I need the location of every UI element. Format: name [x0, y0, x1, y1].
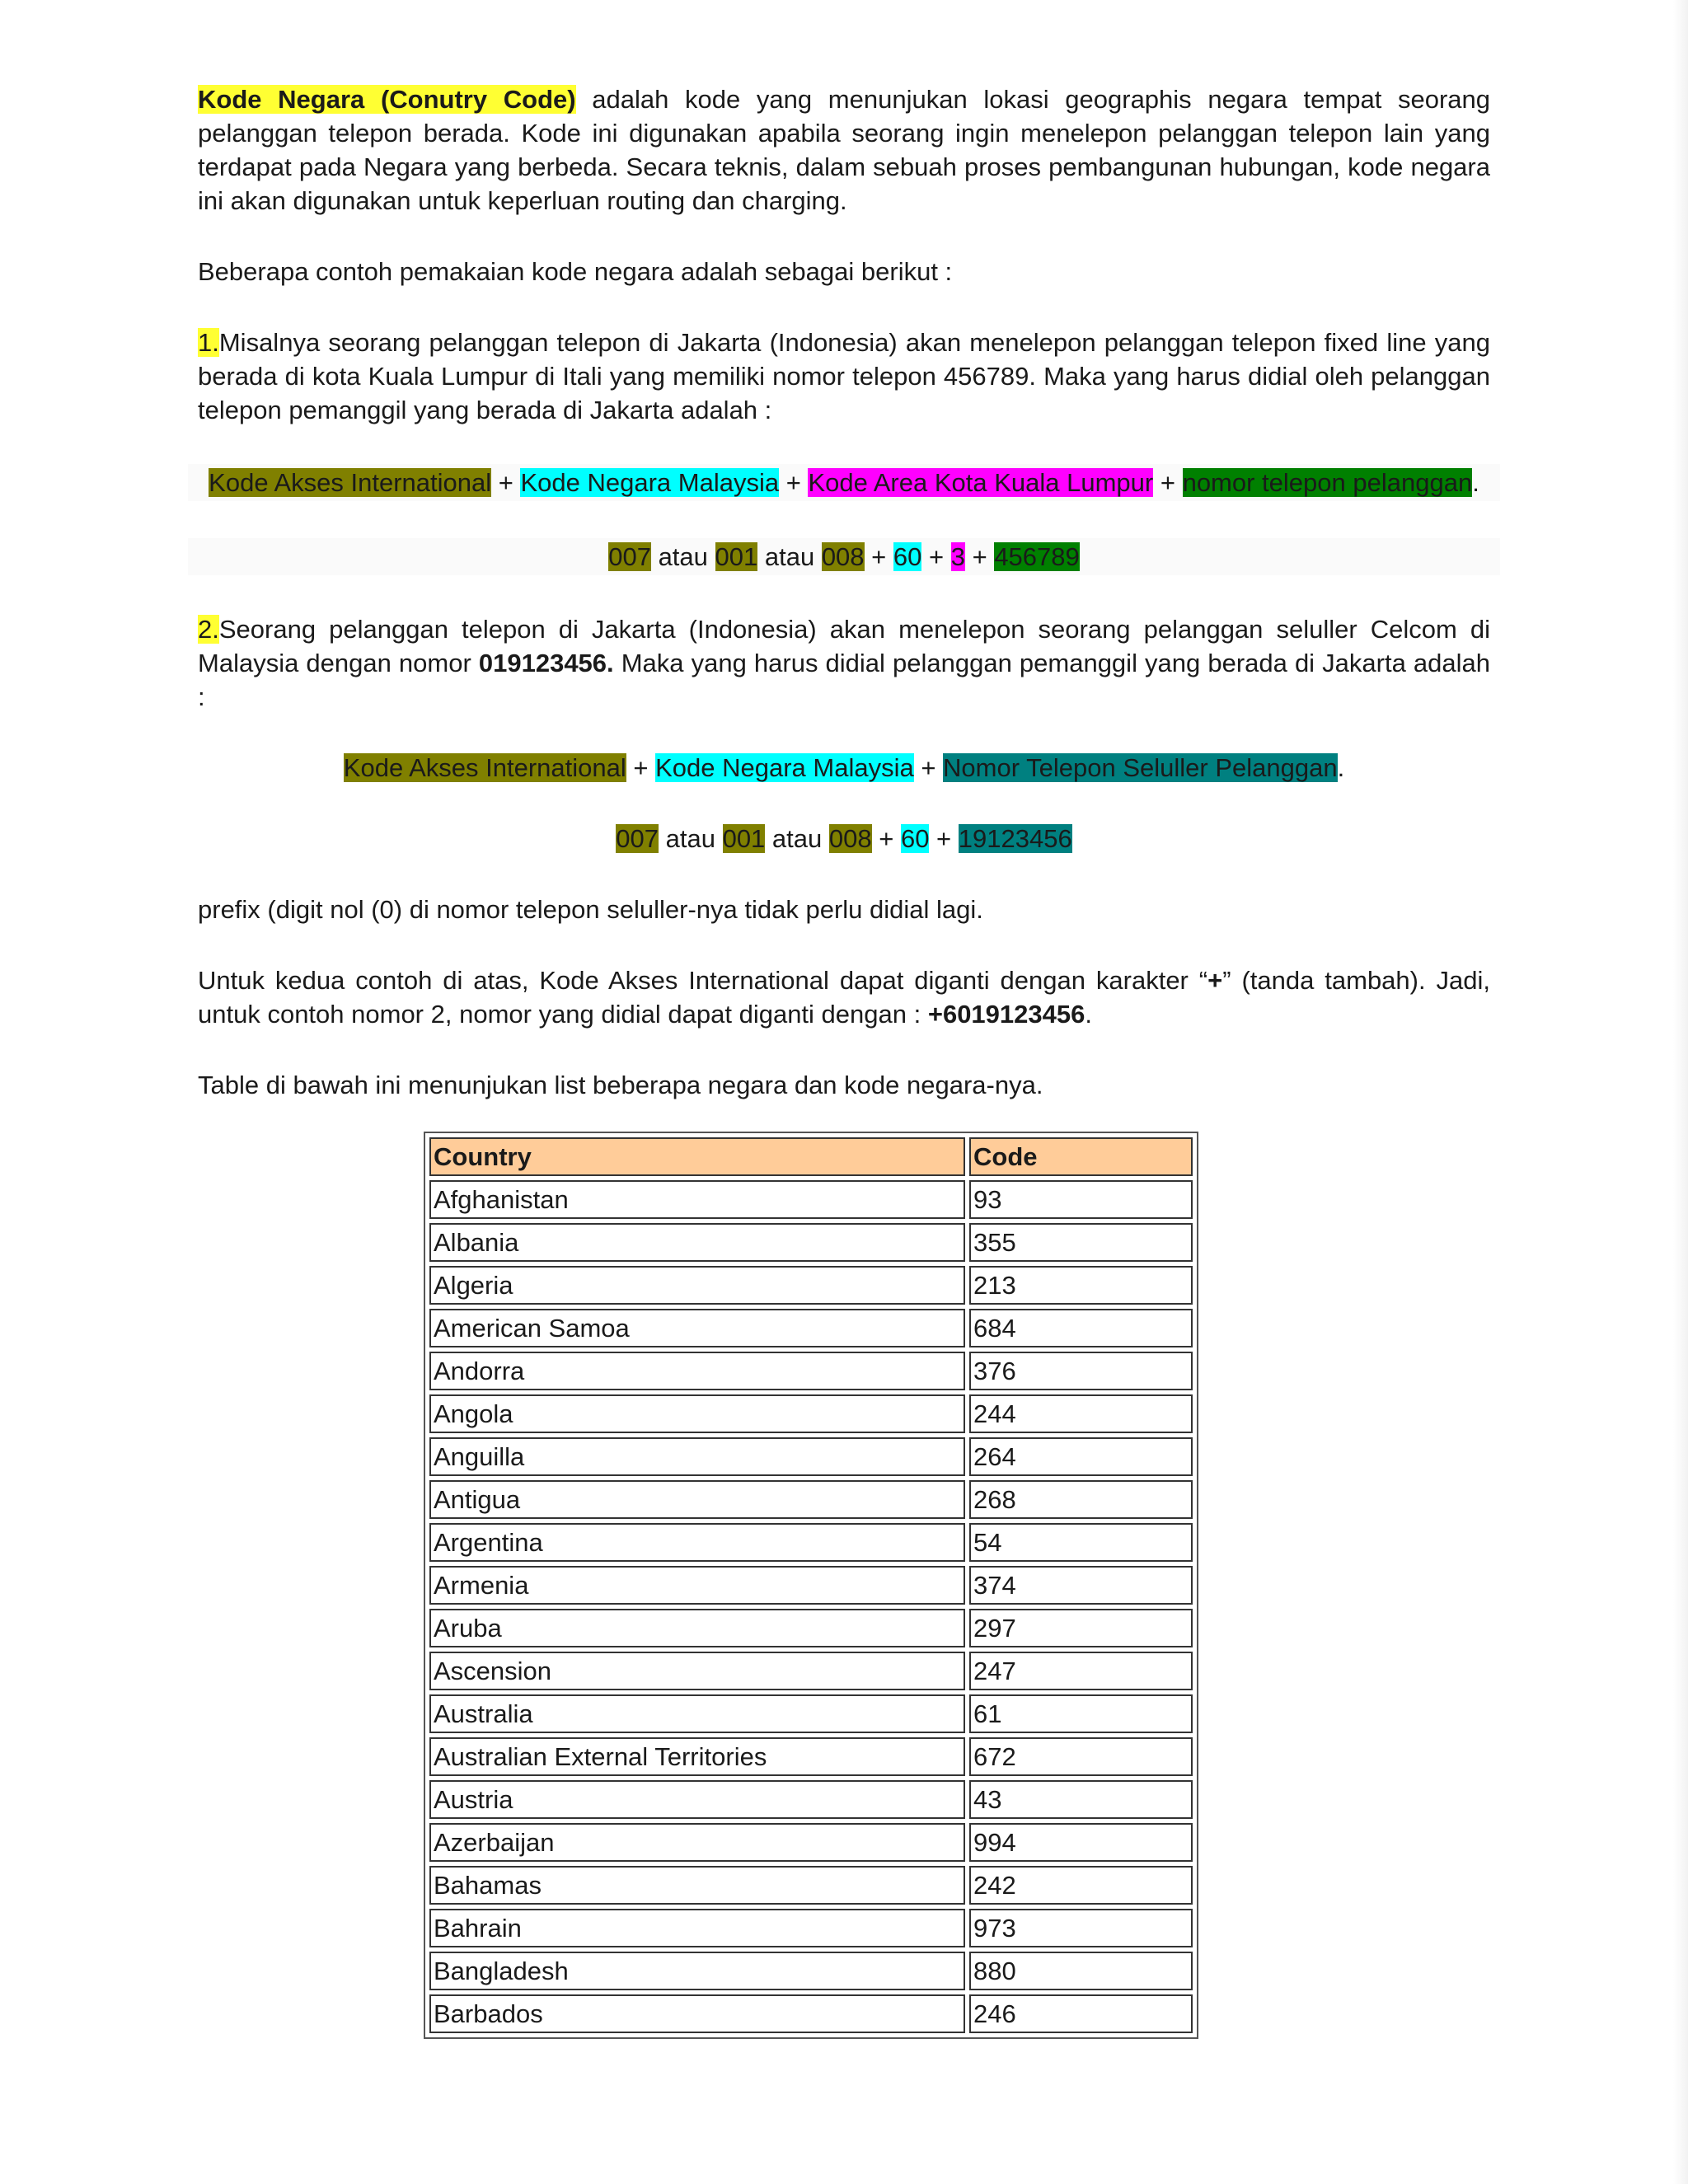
- formula1-access-code: Kode Akses International: [209, 468, 492, 497]
- table-row: [429, 1866, 1193, 1905]
- plus-sign: +: [871, 824, 901, 853]
- code-cell: 213: [969, 1266, 1193, 1305]
- country-cell: Bahrain: [429, 1909, 965, 1947]
- example2-bold-number: 019123456.: [478, 649, 614, 677]
- plus-sign: +: [864, 542, 893, 571]
- example1-paragraph: [198, 326, 1490, 427]
- plus-note-part1: Untuk kedua contoh di atas, Kode Akses International dapat diganti dengan karakter “: [198, 966, 1208, 995]
- code-cell: 880: [969, 1952, 1193, 1990]
- plus-sign: +: [1153, 468, 1183, 497]
- table-row: [429, 1309, 1193, 1347]
- country-cell: Armenia: [429, 1566, 965, 1605]
- examples-intro: Beberapa contoh pemakaian kode negara adalah sebagai berikut :: [198, 257, 953, 286]
- table-header-row: [429, 1137, 1193, 1176]
- country-cell: Bangladesh: [429, 1952, 965, 1990]
- digits1-access-001: 001: [715, 542, 758, 571]
- or-word: atau: [659, 824, 723, 853]
- code-cell: 246: [969, 1994, 1193, 2033]
- country-cell: Aruba: [429, 1609, 965, 1647]
- digits1-access-007: 007: [608, 542, 651, 571]
- country-cell: Angola: [429, 1394, 965, 1433]
- or-word: atau: [765, 824, 829, 853]
- code-cell: 43: [969, 1780, 1193, 1819]
- country-cell: Albania: [429, 1223, 965, 1262]
- example2-text: Seorang pelanggan telepon di Jakarta (Indonesia) akan menelepon seorang pelanggan seluller Celcom di Malaysia dengan nomor: [198, 615, 1490, 677]
- code-cell: 61: [969, 1694, 1193, 1733]
- code-cell: 244: [969, 1394, 1193, 1433]
- example2-paragraph: [198, 612, 1490, 714]
- plus-note-part2: ” (tanda tambah). Jadi, untuk contoh nomor 2, nomor yang didial dapat diganti dengan :: [198, 966, 1490, 1029]
- code-cell: 684: [969, 1309, 1193, 1347]
- digits2-access-001: 001: [722, 824, 766, 853]
- page-edge-shade: [1673, 0, 1688, 2184]
- intro-paragraph: [198, 82, 1490, 218]
- table-row: [429, 1737, 1193, 1776]
- digits1-subscriber: 456789: [994, 542, 1080, 571]
- digits1-area-code: 3: [950, 542, 965, 571]
- formula1-area-code: Kode Area Kota Kuala Lumpur: [808, 468, 1154, 497]
- formula2-period: .: [1337, 753, 1345, 782]
- example2-number: 2.: [198, 615, 219, 644]
- formula2-mobile-number: Nomor Telepon Seluller Pelanggan: [943, 753, 1338, 782]
- code-cell: 268: [969, 1480, 1193, 1519]
- code-cell: 247: [969, 1652, 1193, 1690]
- code-cell: 93: [969, 1180, 1193, 1219]
- example1-digits: [188, 538, 1500, 575]
- table-row: [429, 1909, 1193, 1947]
- table-row: [429, 1952, 1193, 1990]
- country-cell: American Samoa: [429, 1309, 965, 1347]
- header-code: Code: [969, 1137, 1193, 1176]
- plus-sign: +: [626, 753, 656, 782]
- formula2-country-code: Kode Negara Malaysia: [655, 753, 914, 782]
- country-code-table: [424, 1132, 1198, 2039]
- code-cell: 264: [969, 1437, 1193, 1476]
- table-row: [429, 1223, 1193, 1262]
- formula2-access-code: Kode Akses International: [343, 753, 626, 782]
- code-cell: 973: [969, 1909, 1193, 1947]
- plus-note-number: +6019123456: [927, 1000, 1085, 1029]
- country-cell: Ascension: [429, 1652, 965, 1690]
- table-row: [429, 1566, 1193, 1605]
- digits2-access-007: 007: [616, 824, 659, 853]
- code-cell: 374: [969, 1566, 1193, 1605]
- example1-text: Misalnya seorang pelanggan telepon di Jakarta (Indonesia) akan menelepon pelanggan telepon fixed line yang berada di kota Kuala Lumpur di Itali yang memiliki nomor telepon 456789. Maka yang harus didial oleh pelanggan telepon pemanggil yang berada di Jakarta adalah :: [198, 328, 1490, 424]
- country-cell: Austria: [429, 1780, 965, 1819]
- digits2-access-008: 008: [828, 824, 872, 853]
- table-intro: Table di bawah ini menunjukan list beberapa negara dan kode negara-nya.: [198, 1071, 1043, 1099]
- country-cell: Antigua: [429, 1480, 965, 1519]
- table-row: [429, 1609, 1193, 1647]
- plus-sign: +: [913, 753, 944, 782]
- digits1-country-code: 60: [893, 542, 922, 571]
- digits2-country-code: 60: [900, 824, 930, 853]
- formula1-subscriber-number: nomor telepon pelanggan: [1182, 468, 1473, 497]
- code-cell: 672: [969, 1737, 1193, 1776]
- country-cell: Algeria: [429, 1266, 965, 1305]
- table-row: [429, 1780, 1193, 1819]
- example2-text-after: Maka yang harus didial pelanggan pemanggil yang berada di Jakarta adalah :: [198, 649, 1490, 711]
- digits2-mobile: 19123456: [958, 824, 1072, 853]
- plus-char: +: [1207, 966, 1223, 995]
- plus-sign: +: [929, 824, 959, 853]
- table-row: [429, 1823, 1193, 1862]
- example2-formula: [198, 751, 1490, 785]
- digits1-access-008: 008: [821, 542, 865, 571]
- country-cell: Australia: [429, 1694, 965, 1733]
- formula1-period: .: [1472, 468, 1479, 497]
- table-row: [429, 1394, 1193, 1433]
- example2-digits: [198, 822, 1490, 855]
- country-cell: Bahamas: [429, 1866, 965, 1905]
- formula1-country-code: Kode Negara Malaysia: [520, 468, 780, 497]
- code-cell: 297: [969, 1609, 1193, 1647]
- plus-sign: +: [921, 542, 951, 571]
- plus-sign: +: [779, 468, 809, 497]
- country-cell: Andorra: [429, 1352, 965, 1390]
- table-row: [429, 1180, 1193, 1219]
- table-row: [429, 1352, 1193, 1390]
- country-cell: Argentina: [429, 1523, 965, 1562]
- table-row: [429, 1480, 1193, 1519]
- prefix-note: prefix (digit nol (0) di nomor telepon seluller-nya tidak perlu didial lagi.: [198, 895, 983, 924]
- plus-note-period: .: [1085, 1000, 1092, 1029]
- country-cell: Australian External Territories: [429, 1737, 965, 1776]
- table-row: [429, 1694, 1193, 1733]
- code-cell: 355: [969, 1223, 1193, 1262]
- code-cell: 54: [969, 1523, 1193, 1562]
- or-word: atau: [650, 542, 715, 571]
- example1-formula: [188, 464, 1500, 501]
- code-cell: 994: [969, 1823, 1193, 1862]
- table-row: [429, 1523, 1193, 1562]
- code-cell: 376: [969, 1352, 1193, 1390]
- or-word: atau: [757, 542, 822, 571]
- header-country: Country: [429, 1137, 965, 1176]
- table-row: [429, 1652, 1193, 1690]
- code-cell: 242: [969, 1866, 1193, 1905]
- example1-number: 1.: [198, 328, 219, 357]
- plus-sign: +: [964, 542, 995, 571]
- intro-text: adalah kode yang menunjukan lokasi geographis negara tempat seorang pelanggan telepon berada. Kode ini digunakan apabila seorang ingin menelepon pelanggan telepon lain yang terdapat pada Negara yang berbeda. Secara teknis, dalam sebuah proses pembangunan hubungan, kode negara ini akan digunakan untuk keperluan routing dan charging.: [198, 85, 1491, 215]
- plus-note: [198, 963, 1490, 1031]
- country-cell: Barbados: [429, 1994, 965, 2033]
- table-row: [429, 1994, 1193, 2033]
- country-cell: Anguilla: [429, 1437, 965, 1476]
- country-cell: Afghanistan: [429, 1180, 965, 1219]
- intro-term: Kode Negara (Conutry Code): [198, 85, 576, 114]
- table-row: [429, 1266, 1193, 1305]
- plus-sign: +: [491, 468, 521, 497]
- country-cell: Azerbaijan: [429, 1823, 965, 1862]
- table-row: [429, 1437, 1193, 1476]
